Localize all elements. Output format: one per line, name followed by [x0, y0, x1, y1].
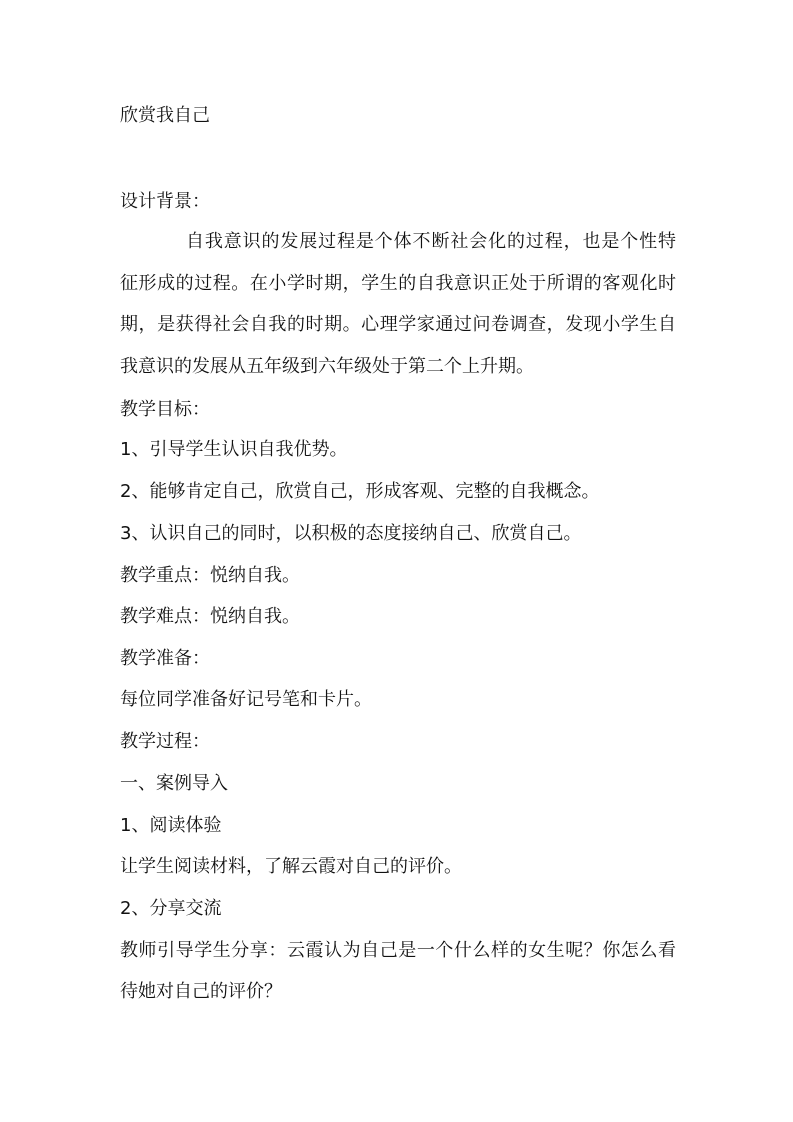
step-text: 让学生阅读材料，了解云霞对自己的评价。: [120, 856, 462, 877]
background-line: 我意识的发展从五年级到六年级处于第二个上升期。: [120, 356, 534, 377]
goal-item: 1、引导学生认识自我优势。: [120, 439, 348, 460]
background-heading: 设计背景：: [120, 191, 210, 212]
background-line: 自我意识的发展过程是个体不断社会化的过程，也是个性特: [186, 231, 676, 252]
prep-heading: 教学准备：: [120, 648, 210, 669]
key-point: 教学重点：悦纳自我。: [120, 565, 300, 586]
goals-heading: 教学目标：: [120, 399, 210, 420]
difficulty: 教学难点：悦纳自我。: [120, 606, 300, 627]
background-line: 征形成的过程。在小学时期，学生的自我意识正处于所谓的客观化时: [120, 273, 676, 294]
section-heading: 一、案例导入: [120, 773, 228, 794]
step-text: 教师引导学生分享：云霞认为自己是一个什么样的女生呢？你怎么看: [120, 940, 676, 961]
background-line: 期，是获得社会自我的时期。心理学家通过问卷调查，发现小学生自: [120, 314, 676, 335]
process-heading: 教学过程：: [120, 731, 210, 752]
goal-item: 3、认识自己的同时，以积极的态度接纳自己、欣赏自己。: [120, 523, 582, 544]
step-heading: 1、阅读体验: [120, 815, 222, 836]
step-text: 待她对自己的评价？: [120, 981, 282, 1002]
goal-item: 2、能够肯定自己，欣赏自己，形成客观、完整的自我概念。: [120, 481, 600, 502]
prep-text: 每位同学准备好记号笔和卡片。: [120, 689, 372, 710]
step-heading: 2、分享交流: [120, 898, 222, 919]
document-title: 欣赏我自己: [120, 105, 210, 126]
